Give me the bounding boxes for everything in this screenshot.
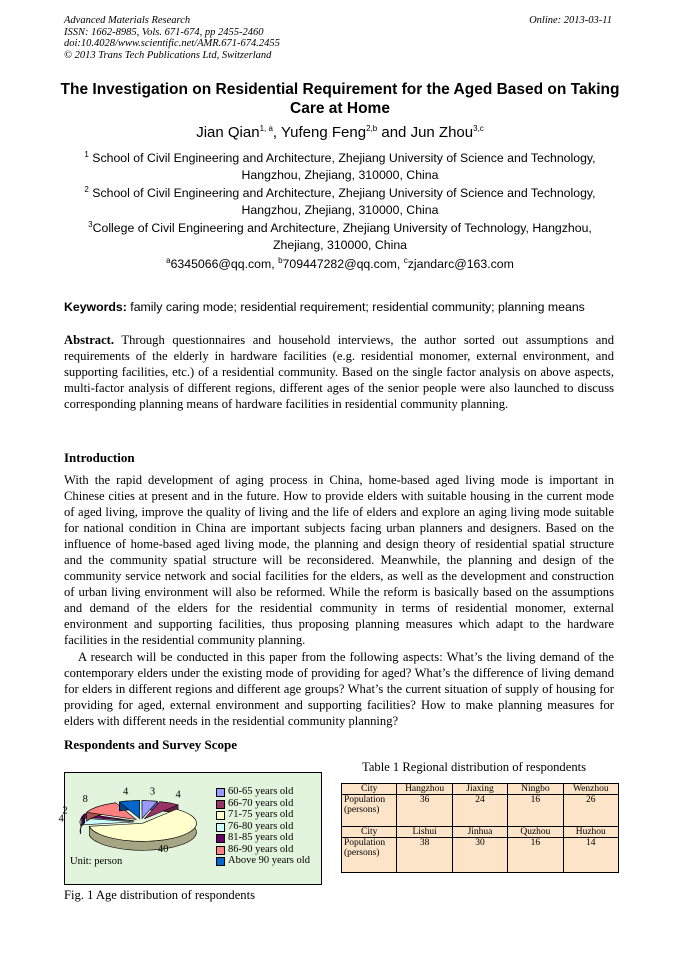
table-header-cell: Jinhua	[452, 827, 507, 838]
legend-item	[216, 855, 310, 867]
author-sup: 1, a	[259, 124, 273, 133]
author-sup: 2,b	[366, 124, 378, 133]
table-row	[342, 827, 619, 838]
table-row	[342, 784, 619, 795]
author-list	[60, 124, 620, 141]
keywords-label: Keywords:	[64, 300, 127, 314]
introduction-heading: Introduction	[64, 450, 135, 465]
legend-item	[216, 786, 310, 798]
keywords-text: family caring mode; residential requirement; residential community; planning means	[126, 300, 585, 314]
email-sup: a	[166, 255, 171, 265]
table-cell: 16	[508, 838, 563, 873]
table-cell: 26	[563, 795, 618, 827]
table-row	[342, 795, 619, 827]
online-date: Online: 2013-03-11	[529, 15, 612, 26]
email-sup: c	[403, 255, 408, 265]
legend-label: 66-70 years old	[228, 797, 294, 809]
pie-data-label: 8	[82, 794, 88, 806]
pie-data-label: 4	[122, 786, 129, 798]
abstract-label: Abstract.	[64, 333, 115, 347]
table-header-cell: Quzhou	[508, 827, 563, 838]
journal-name: Advanced Materials Research	[64, 15, 191, 26]
pie-data-label: 4	[58, 813, 64, 825]
table-row-label	[342, 795, 397, 827]
introduction-paragraph-2: A research will be conducted in this paper from the following aspects: What’s the living demand of the contemporary elders under the existing mode of providing for aged? What’s the difference of living demand for elders in different regions and different age groups? What’s the current situation of supply of housing for providing for aged, external environment and supporting facilities? How to make planning measures for elders with different needs in the residential community planning?	[64, 650, 614, 728]
legend-item	[216, 809, 310, 821]
table-header-cell: Huzhou	[563, 827, 618, 838]
chart-unit: Unit: person	[70, 856, 123, 867]
age-pie-chart	[58, 772, 322, 885]
email-address: 6345066@qq.com	[170, 257, 272, 271]
pie-data-label: 3	[149, 786, 156, 798]
table-cell: 30	[452, 838, 507, 873]
legend-label: 60-65 years old	[228, 786, 294, 797]
doi: doi:10.4028/www.scientific.net/AMR.671-674.2455	[64, 38, 280, 49]
table-caption: Table 1 Regional distribution of respondents	[362, 760, 587, 774]
legend-swatch	[216, 857, 225, 866]
table-header-cell: Lishui	[397, 827, 452, 838]
affiliation-sup: 2	[84, 184, 89, 194]
email-address: 709447282@qq.com	[282, 257, 397, 271]
table-row-label	[342, 838, 397, 873]
table-cell: 36	[397, 795, 452, 827]
table-header-cell: Wenzhou	[563, 784, 618, 795]
issn: ISSN: 1662-8985, Vols. 671-674, pp 2455-2460	[64, 26, 264, 38]
row-label-line: (persons)	[344, 805, 380, 815]
legend-item	[216, 821, 310, 833]
table-header-cell: Hangzhou	[397, 784, 452, 795]
pie-data-label: 4	[175, 789, 181, 801]
table-header-cell: City	[342, 827, 397, 838]
legend-label: 81-85 years old	[228, 832, 294, 843]
row-label-line: Population	[344, 795, 386, 805]
affiliation-line: School of Civil Engineering and Architecture, Zhejiang University of Science and Technology,	[92, 186, 596, 200]
row-label-line: (persons)	[344, 848, 380, 858]
email-address: zjandarc@163.com	[407, 257, 514, 271]
author-name: Jian Qian	[196, 124, 260, 141]
affiliation-line: Hangzhou, Zhejiang, 310000, China	[241, 203, 439, 217]
legend-swatch	[216, 834, 225, 843]
legend-item	[216, 832, 310, 844]
email-list	[60, 257, 620, 271]
legend-swatch	[216, 846, 225, 855]
affiliation-line: School of Civil Engineering and Architecture, Zhejiang University of Science and Technology,	[92, 151, 596, 165]
table-header-cell: Jiaxing	[452, 784, 507, 795]
regional-distribution-table	[341, 783, 619, 873]
email-separator: ,	[396, 257, 404, 271]
table-row	[342, 838, 619, 873]
abstract	[64, 332, 614, 412]
email-separator: ,	[271, 257, 279, 271]
legend-label: 76-80 years old	[228, 820, 294, 832]
row-label-line: Population	[344, 838, 386, 848]
affiliation-sup: 3	[88, 219, 93, 229]
pie-data-label: 2	[62, 805, 68, 817]
paper-title: The Investigation on Residential Requirement for the Aged Based on Taking Care at Home	[60, 81, 620, 117]
introduction-paragraph-1: With the rapid development of aging process in China, home-based aged living mode is important in Chinese cities at present and in the future. How to provide elders with suitable housing in the current mode of aged living, improve the quality of living and the life of elders and explore an aging living mode suitable for national condition in China are important subjects facing urban planners and designers. Based on the influence of home-based aged living mode, the planning and design theory of residential spatial structure and the community spatial structure will be reconsidered. Meanwhile, the planning and design of the community service network and social facilities for the elders, as well as the development and construction of urban living environment will also be reformed. While the reform is basically based on the assumptions and demand of the elders for the residential community in terms of residential monomer, external environment and supporting facilities, thus proposing planning measures which adapt to the hardware facilities in the residential community planning.	[64, 473, 614, 647]
author-name: Yufeng Feng	[281, 124, 367, 141]
affiliation	[60, 220, 620, 254]
respondents-heading: Respondents and Survey Scope	[64, 737, 238, 752]
legend-label: 86-90 years old	[228, 843, 294, 855]
email-sup: b	[278, 255, 283, 265]
pie-data-label: 40	[157, 843, 169, 855]
abstract-text: Through questionnaires and household interviews, the author sorted out assumptions and requirements of the elderly in hardware facilities (e.g. residential monomer, external environment, and supporting facilities, etc.) of a residential community. Based on the single factor analysis on above aspects, multi-factor analysis of different regions, different ages of the senior people were also launched to discuss corresponding planning means of hardware facilities in residential community planning.	[64, 333, 614, 411]
affiliation	[60, 150, 620, 184]
author-separator: and	[377, 124, 411, 141]
table-header-cell: City	[342, 784, 397, 795]
figure-caption: Fig. 1 Age distribution of respondents	[64, 888, 255, 902]
author-sup: 3,c	[473, 124, 484, 133]
author-name: Jun Zhou	[410, 124, 474, 141]
affiliation-line: Hangzhou, Zhejiang, 310000, China	[241, 168, 439, 182]
affiliation	[60, 185, 620, 219]
keywords	[64, 300, 624, 314]
journal-header	[64, 15, 280, 61]
legend-item	[216, 798, 310, 810]
author-separator: ,	[272, 124, 281, 141]
legend-label: 71-75 years old	[228, 809, 294, 820]
legend-label: Above 90 years old	[228, 855, 310, 866]
table-cell: 14	[563, 838, 618, 873]
legend-swatch	[216, 788, 225, 797]
affiliation-sup: 1	[84, 149, 89, 159]
affiliation-line: Zhejiang, 310000, China	[273, 238, 407, 252]
legend-swatch	[216, 811, 225, 820]
table-cell: 24	[452, 795, 507, 827]
affiliation-line: College of Civil Engineering and Architecture, Zhejiang University of Technology, Hangzhou,	[92, 221, 592, 235]
table-header-cell: Ningbo	[508, 784, 563, 795]
copyright: © 2013 Trans Tech Publications Ltd, Switzerland	[64, 49, 272, 61]
legend-item	[216, 844, 310, 856]
legend-swatch	[216, 800, 225, 809]
chart-legend	[216, 786, 310, 867]
legend-swatch	[216, 823, 225, 832]
table-cell: 16	[508, 795, 563, 827]
table-cell: 38	[397, 838, 452, 873]
